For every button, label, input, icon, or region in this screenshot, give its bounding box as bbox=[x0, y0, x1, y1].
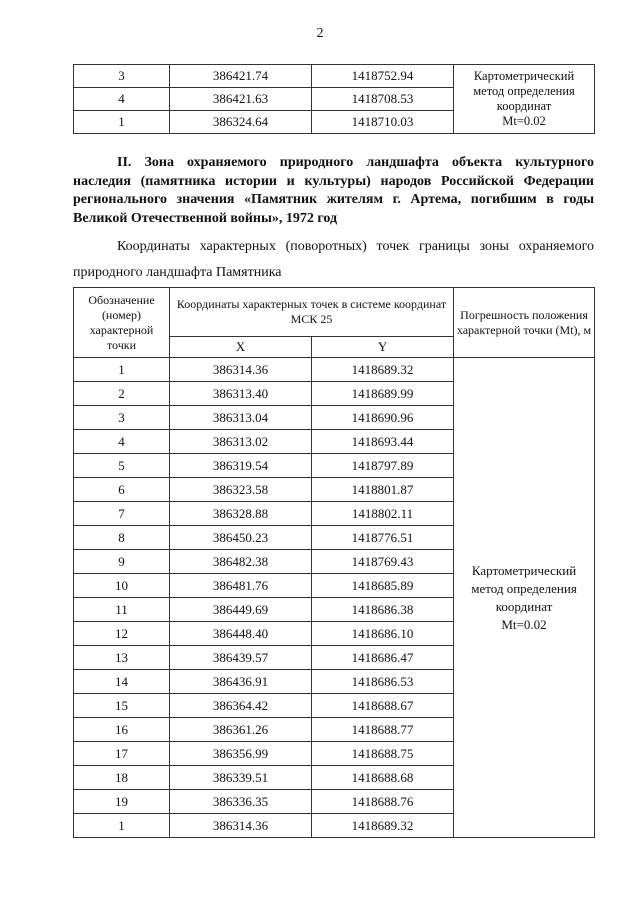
method-line: метод определения bbox=[471, 580, 577, 596]
point-cell: 4 bbox=[74, 430, 170, 454]
point-cell: 2 bbox=[74, 382, 170, 406]
method-cell bbox=[454, 358, 595, 838]
table-row bbox=[74, 358, 595, 382]
y-cell: 1418685.89 bbox=[312, 574, 454, 598]
header-y: Y bbox=[312, 337, 454, 358]
y-cell: 1418688.75 bbox=[312, 742, 454, 766]
y-cell: 1418689.32 bbox=[312, 358, 454, 382]
x-cell: 386436.91 bbox=[170, 670, 312, 694]
point-cell: 16 bbox=[74, 718, 170, 742]
table-body bbox=[74, 358, 595, 838]
point-cell: 18 bbox=[74, 766, 170, 790]
point-cell: 9 bbox=[74, 550, 170, 574]
x-cell: 386323.58 bbox=[170, 478, 312, 502]
y-cell: 1418708.53 bbox=[312, 88, 454, 111]
page-number: 2 bbox=[316, 26, 324, 41]
method-line: Mt=0.02 bbox=[502, 114, 546, 128]
x-cell: 386319.54 bbox=[170, 454, 312, 478]
x-cell: 386439.57 bbox=[170, 646, 312, 670]
y-cell: 1418688.77 bbox=[312, 718, 454, 742]
x-cell: 386339.51 bbox=[170, 766, 312, 790]
x-cell: 386328.88 bbox=[170, 502, 312, 526]
method-cell bbox=[454, 65, 595, 134]
x-cell: 386324.64 bbox=[170, 111, 312, 134]
point-cell: 3 bbox=[74, 406, 170, 430]
point-cell: 12 bbox=[74, 622, 170, 646]
x-cell: 386313.04 bbox=[170, 406, 312, 430]
point-cell: 19 bbox=[74, 790, 170, 814]
intro-paragraph: Координаты характерных (поворотных) точек границы зоны охраняемого природного ландшафта Памятника bbox=[73, 239, 594, 280]
y-cell: 1418686.47 bbox=[312, 646, 454, 670]
x-cell: 386449.69 bbox=[170, 598, 312, 622]
point-cell: 6 bbox=[74, 478, 170, 502]
header-coordinates: Координаты характерных точек в системе координат МСК 25 bbox=[170, 288, 454, 337]
y-cell: 1418769.43 bbox=[312, 550, 454, 574]
x-cell: 386313.02 bbox=[170, 430, 312, 454]
method-line: Картометрический bbox=[473, 69, 575, 83]
x-cell: 386314.36 bbox=[170, 814, 312, 838]
continuation-coordinates-table bbox=[73, 64, 595, 134]
point-cell: 8 bbox=[74, 526, 170, 550]
x-cell: 386361.26 bbox=[170, 718, 312, 742]
x-cell: 386356.99 bbox=[170, 742, 312, 766]
y-cell: 1418752.94 bbox=[312, 65, 454, 88]
point-cell: 5 bbox=[74, 454, 170, 478]
x-cell: 386481.76 bbox=[170, 574, 312, 598]
method-line: координат bbox=[496, 99, 552, 113]
x-cell: 386450.23 bbox=[170, 526, 312, 550]
table-header-row bbox=[74, 288, 595, 337]
point-cell: 1 bbox=[74, 814, 170, 838]
header-point: Обозначение (номер) характерной точки bbox=[74, 288, 170, 358]
y-cell: 1418686.10 bbox=[312, 622, 454, 646]
method-line: Mt=0.02 bbox=[501, 616, 547, 632]
section-heading: II. Зона охраняемого природного ландшафта объекта культурного наследия (памятника истории и культуры) народов Российской Федерации регионального значения «Памятник жителям г. Артема, погибшим в годы Великой Отечественной войны», 1972 год bbox=[73, 155, 594, 226]
point-cell: 3 bbox=[74, 65, 170, 88]
point-cell: 4 bbox=[74, 88, 170, 111]
y-cell: 1418710.03 bbox=[312, 111, 454, 134]
x-cell: 386421.74 bbox=[170, 65, 312, 88]
header-x: X bbox=[170, 337, 312, 358]
x-cell: 386314.36 bbox=[170, 358, 312, 382]
point-cell: 7 bbox=[74, 502, 170, 526]
y-cell: 1418688.68 bbox=[312, 766, 454, 790]
header-error: Погрешность положения характерной точки (Mt), м bbox=[454, 288, 595, 358]
y-cell: 1418802.11 bbox=[312, 502, 454, 526]
x-cell: 386313.40 bbox=[170, 382, 312, 406]
x-cell: 386482.38 bbox=[170, 550, 312, 574]
point-cell: 10 bbox=[74, 574, 170, 598]
table-row bbox=[74, 65, 595, 88]
y-cell: 1418776.51 bbox=[312, 526, 454, 550]
y-cell: 1418688.67 bbox=[312, 694, 454, 718]
method-line: Картометрический bbox=[471, 562, 577, 578]
point-cell: 15 bbox=[74, 694, 170, 718]
point-cell: 13 bbox=[74, 646, 170, 670]
x-cell: 386336.35 bbox=[170, 790, 312, 814]
point-cell: 14 bbox=[74, 670, 170, 694]
y-cell: 1418797.89 bbox=[312, 454, 454, 478]
y-cell: 1418689.32 bbox=[312, 814, 454, 838]
y-cell: 1418688.76 bbox=[312, 790, 454, 814]
y-cell: 1418801.87 bbox=[312, 478, 454, 502]
method-line: координат bbox=[495, 598, 553, 614]
boundary-coordinates-table bbox=[73, 287, 595, 838]
point-cell: 11 bbox=[74, 598, 170, 622]
y-cell: 1418690.96 bbox=[312, 406, 454, 430]
y-cell: 1418686.38 bbox=[312, 598, 454, 622]
x-cell: 386448.40 bbox=[170, 622, 312, 646]
y-cell: 1418689.99 bbox=[312, 382, 454, 406]
y-cell: 1418686.53 bbox=[312, 670, 454, 694]
point-cell: 1 bbox=[74, 111, 170, 134]
x-cell: 386364.42 bbox=[170, 694, 312, 718]
method-line: метод определения bbox=[473, 84, 575, 98]
point-cell: 17 bbox=[74, 742, 170, 766]
point-cell: 1 bbox=[74, 358, 170, 382]
x-cell: 386421.63 bbox=[170, 88, 312, 111]
y-cell: 1418693.44 bbox=[312, 430, 454, 454]
